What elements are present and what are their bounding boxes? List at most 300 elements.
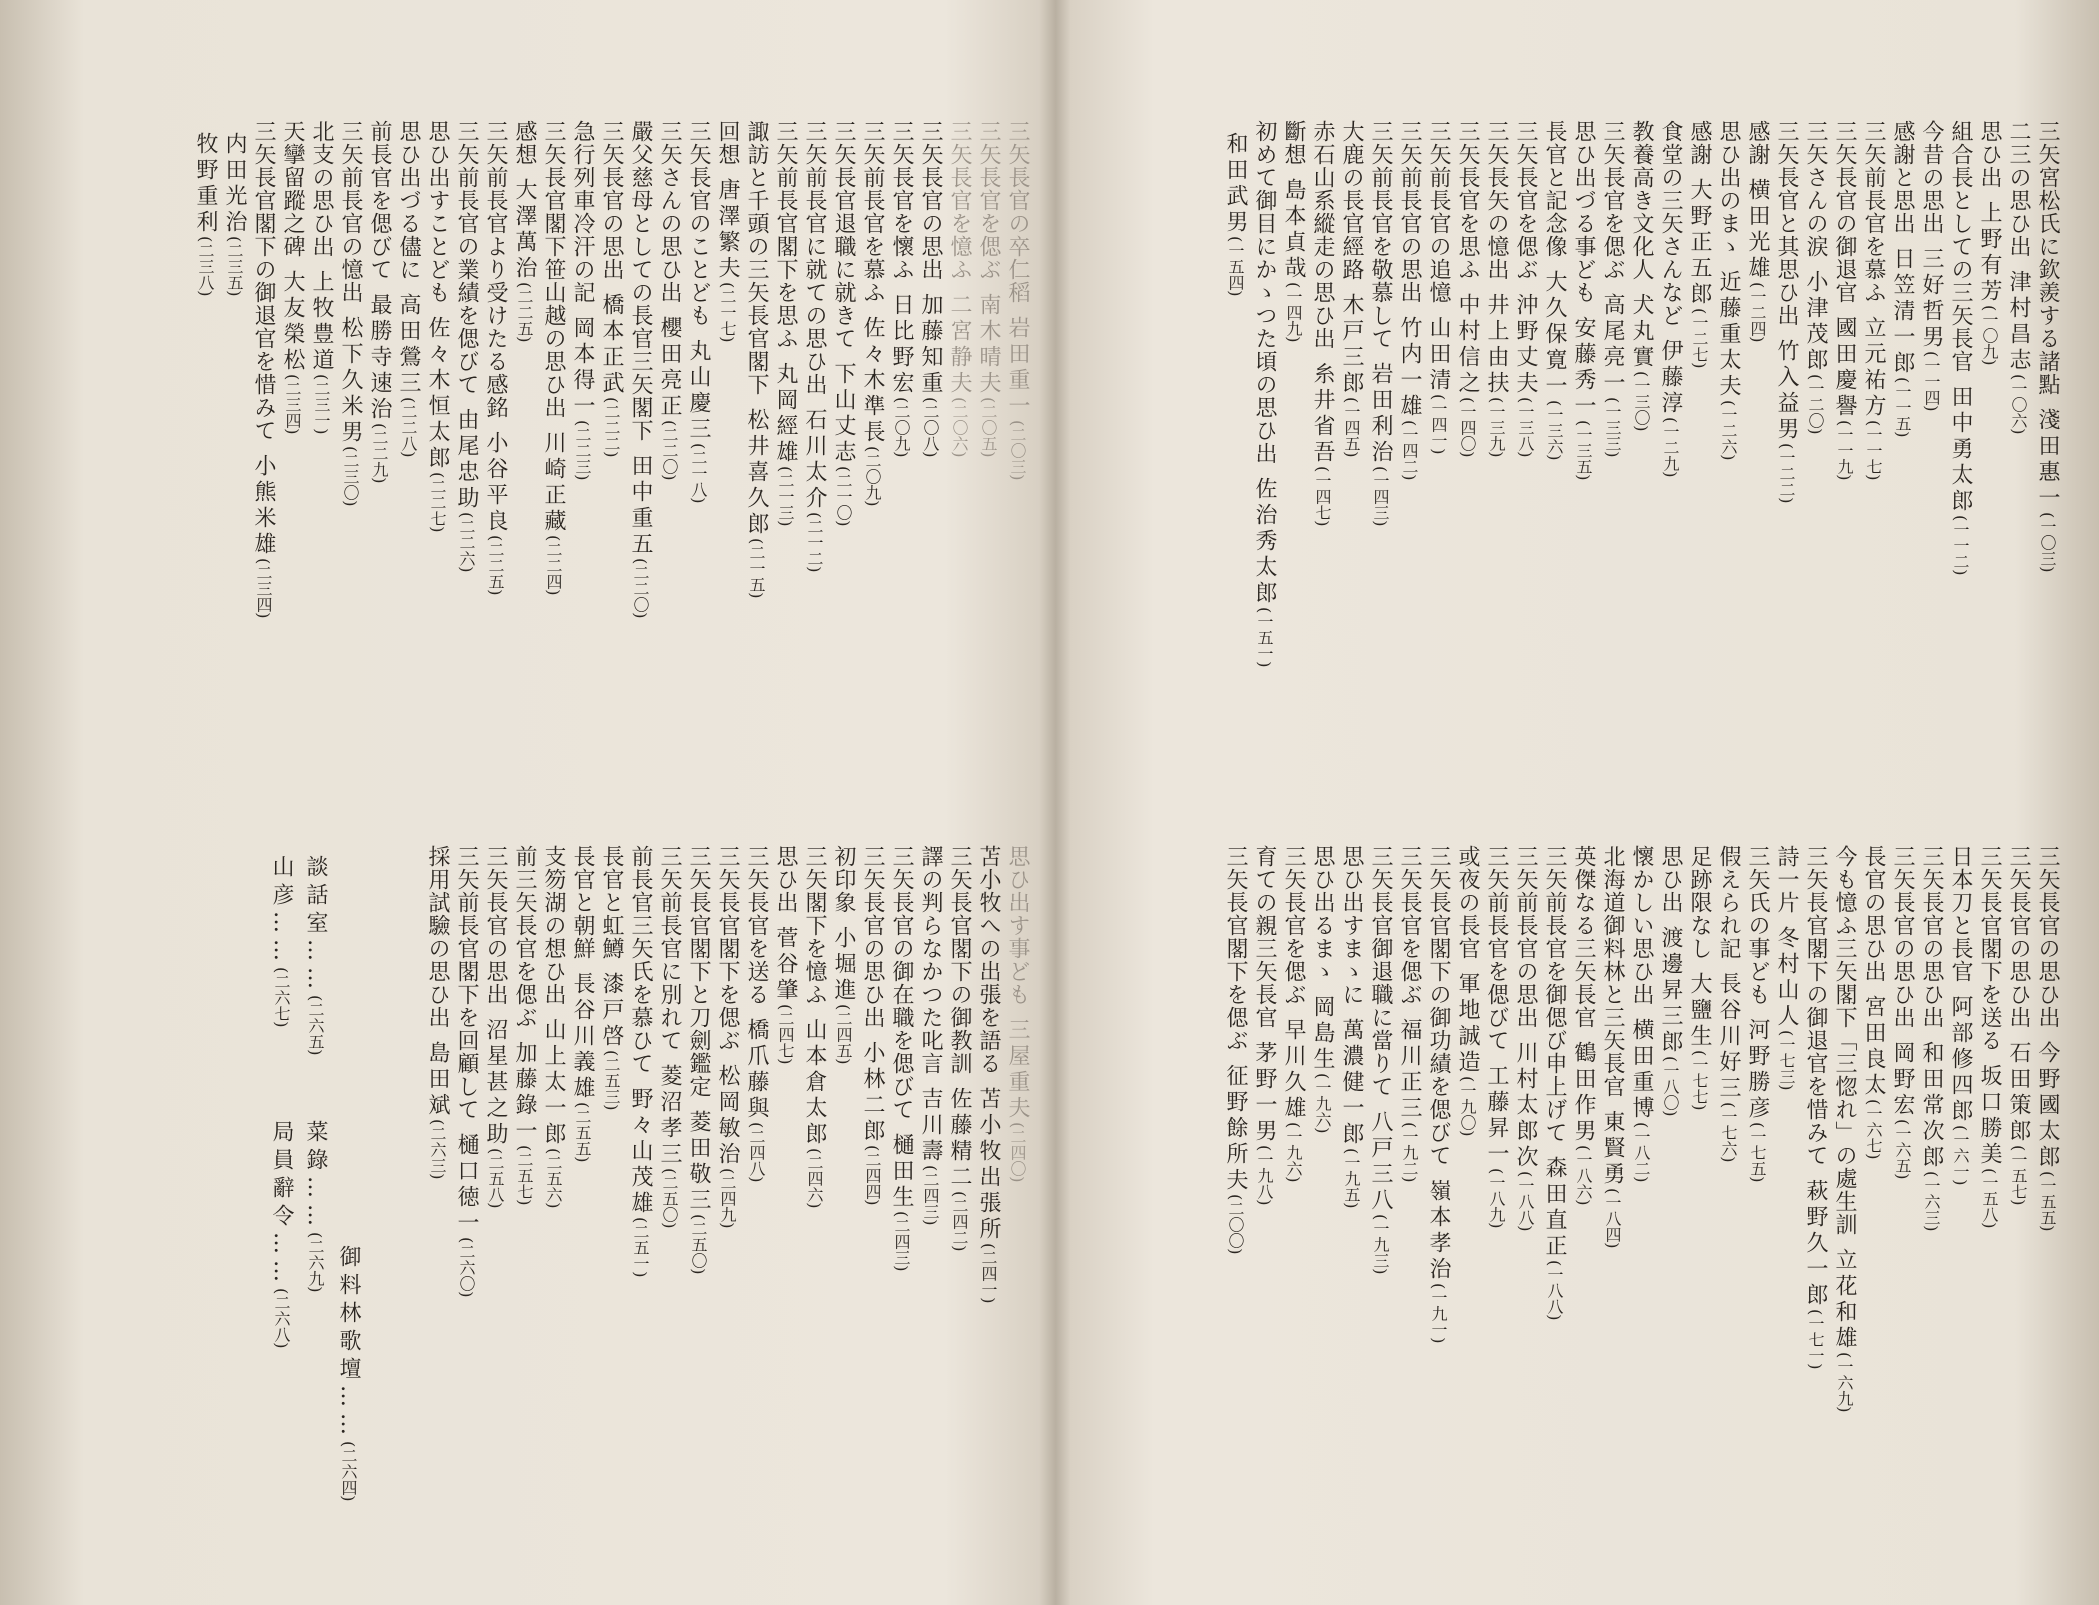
toc-entry-page: (一一七): [1864, 420, 1883, 481]
toc-entry-page: (一三九): [1487, 397, 1506, 458]
toc-entry-page: (一三〇): [1632, 371, 1651, 432]
toc-entry-page: (一六一): [1951, 1125, 1970, 1186]
toc-entry-title: 三矢閣下を憶ふ: [802, 845, 827, 1006]
toc-entry-page: (一八八): [1516, 1171, 1535, 1232]
toc-entry-author: 長谷川好三: [1716, 972, 1741, 1102]
toc-entry: [1599, 845, 1625, 1248]
toc-entry-page: (一二九): [1661, 417, 1680, 478]
toc-entry-author: 沖野丈夫: [1513, 293, 1538, 397]
toc-entry: [1222, 120, 1248, 296]
toc-entry-title: 前三矢長官を偲ぶ: [512, 845, 537, 1029]
misc-label: 菜錄: [303, 1120, 328, 1176]
toc-entry-title: 教養高き文化人: [1629, 120, 1654, 281]
toc-entry-author: 木戸三郎: [1339, 293, 1364, 397]
toc-entry-author: 伊藤淳: [1658, 339, 1683, 417]
toc-entry: [1541, 845, 1567, 1320]
toc-entry: [482, 845, 508, 1208]
toc-entry-author: 田中勇太郎: [1948, 385, 1973, 515]
toc-entry-author: 最勝寺速治: [367, 293, 392, 423]
toc-entry: [453, 120, 479, 572]
toc-entry-title: 三矢長官を偲ぶ: [1600, 120, 1625, 281]
left-page-bottom-toc: [370, 845, 1030, 1535]
toc-entry-author: 石田策郎: [2006, 1041, 2031, 1145]
toc-entry-author: 早川久雄: [1281, 1018, 1306, 1122]
toc-entry-author: 苫小牧出張所: [976, 1087, 1001, 1243]
toc-entry-title: 譯の判らなかつた叱言: [918, 845, 943, 1075]
toc-entry-page: (一七七): [1690, 1050, 1709, 1111]
toc-entry: [1628, 120, 1654, 431]
toc-entry-page: (二〇五): [979, 397, 998, 458]
toc-entry-page: (二五七): [515, 1145, 534, 1206]
toc-entry: [1744, 120, 1770, 342]
toc-entry: [1222, 845, 1248, 1254]
toc-entry-page: (一九六): [1284, 1122, 1303, 1183]
toc-entry: [1744, 845, 1770, 1182]
right-page: [1070, 0, 2099, 1605]
toc-entry-author: 加藤知重: [918, 293, 943, 397]
toc-entry-title: 三矢宮松氏に欽羨する諸點: [2035, 120, 2060, 396]
misc-page: (二六九): [306, 1232, 325, 1293]
toc-entry-title: 感謝と思出: [1890, 120, 1915, 235]
toc-entry-title: 今も憶ふ三矢閣下「三惚れ」の處生訓: [1832, 845, 1857, 1236]
toc-entry-page: (一四五): [1342, 397, 1361, 458]
toc-entry-title: 長官の思ひ出: [1861, 845, 1886, 983]
toc-entry-page: (二四七): [776, 1004, 795, 1065]
toc-entry-page: (二六〇): [457, 1237, 476, 1298]
toc-entry-page: (二四六): [805, 1148, 824, 1209]
toc-entry-author: 横田光雄: [1745, 178, 1770, 282]
toc-entry-title: 三矢前長官を慕ふ: [1861, 120, 1886, 304]
toc-entry-page: (二五五): [573, 1102, 592, 1163]
toc-entry-author: 唐澤繁夫: [715, 178, 740, 282]
toc-entry-author: 茅野一男: [1252, 1041, 1277, 1145]
toc-entry-title: 嚴父慈母としての長官三矢閣下: [628, 120, 653, 442]
toc-entry: [1686, 845, 1712, 1110]
toc-entry-title: 思ひ出: [1977, 120, 2002, 189]
toc-entry: [2034, 120, 2060, 572]
toc-entry-page: (一九二): [1400, 1122, 1419, 1183]
toc-entry-page: (一五七): [2009, 1145, 2028, 1206]
toc-entry-page: (一八八): [1545, 1260, 1564, 1321]
toc-entry-title: 或夜の長官: [1455, 845, 1480, 960]
toc-entry-page: (一三八): [1516, 397, 1535, 458]
toc-entry-page: (二五〇): [660, 1168, 679, 1229]
toc-entry-author: 小谷平良: [483, 431, 508, 535]
toc-entry-author: 軍地誠造: [1455, 972, 1480, 1076]
toc-entry-page: (二一五): [747, 538, 766, 599]
toc-entry-author: 佐治秀太郎: [1252, 477, 1277, 607]
toc-entry: [482, 120, 508, 595]
toc-entry-page: (二〇八): [921, 397, 940, 458]
toc-entry-author: 和田常次郎: [1919, 1041, 1944, 1171]
toc-entry: [656, 845, 682, 1228]
toc-entry: [1918, 845, 1944, 1231]
toc-entry-title: 斷想: [1281, 120, 1306, 166]
toc-entry-title: 三矢前長官を慕ふ: [860, 120, 885, 304]
toc-entry-page: (一四七): [1313, 466, 1332, 527]
toc-entry-page: (一九〇): [1458, 1076, 1477, 1137]
toc-entry-page: (一九五): [1342, 1148, 1361, 1209]
toc-entry: [685, 845, 711, 1274]
toc-entry: [714, 120, 740, 342]
toc-entry-title: 天攣留蹤之碑: [280, 120, 305, 258]
toc-entry-page: (一五四): [1226, 236, 1245, 297]
toc-entry-title: 詩一片: [1774, 845, 1799, 914]
toc-entry-title: 三矢長官を送る: [744, 845, 769, 1006]
toc-entry-title: 三矢長官の思出: [483, 845, 508, 1006]
toc-entry-page: (一二四): [1748, 282, 1767, 343]
toc-entry-author: 菱田敬三: [686, 1110, 711, 1214]
toc-entry-author: 高尾亮一: [1600, 293, 1625, 397]
toc-entry-author: 河野勝彦: [1745, 1018, 1770, 1122]
toc-entry: [540, 845, 566, 1208]
toc-entry-page: (一九六): [1313, 1073, 1332, 1134]
toc-entry-title: 諏訪と千頭の三矢長官閣下: [744, 120, 769, 396]
toc-entry: [424, 120, 450, 532]
toc-entry-page: (一一五): [1893, 377, 1912, 438]
toc-entry-page: (二二三): [573, 420, 592, 481]
toc-entry: [395, 120, 421, 457]
toc-entry-title: 三矢前長官に別れて: [657, 845, 682, 1052]
toc-entry-page: (二二五): [515, 282, 534, 343]
toc-entry-author: 山田清: [1426, 316, 1451, 394]
toc-entry-page: (二一三): [776, 466, 795, 527]
toc-entry-author: 漆戸啓: [599, 972, 624, 1050]
toc-entry-page: (二二五): [486, 535, 505, 596]
toc-entry-page: (二〇九): [863, 446, 882, 507]
toc-entry-page: (二六三): [428, 1119, 447, 1180]
toc-entry-author: 松井喜久郎: [744, 408, 769, 538]
toc-entry-page: (一七三): [1777, 1030, 1796, 1091]
toc-entry-title: 足跡限なし: [1687, 845, 1712, 960]
toc-entry: [511, 120, 537, 342]
toc-entry: [627, 845, 653, 1277]
toc-entry-author: 福川正三: [1397, 1018, 1422, 1122]
toc-entry-title: 三矢前長官を敬慕して: [1368, 120, 1393, 350]
toc-entry-page: (一五一): [1255, 607, 1274, 668]
toc-entry-title: 赤石山系縱走の思ひ出: [1310, 120, 1335, 350]
toc-entry-title: 三矢前長官閣下を回顧して: [454, 845, 479, 1121]
toc-entry-page: (一四〇): [1458, 397, 1477, 458]
toc-entry-title: 採用試驗の思ひ出: [425, 845, 450, 1029]
toc-entry: [1831, 845, 1857, 1412]
toc-entry-author: 小津茂郎: [1803, 270, 1828, 374]
toc-entry-title: 感謝: [1745, 120, 1770, 166]
toc-entry-author: 小熊米雄: [251, 454, 276, 558]
toc-entry-title: 三矢前長官より受けたる感銘: [483, 120, 508, 419]
toc-entry-page: (一八四): [1603, 1188, 1622, 1249]
toc-entry-title: 三矢前長官の業績を偲びて: [454, 120, 479, 396]
toc-entry-author: 横田重博: [1629, 1018, 1654, 1122]
toc-entry-page: (一四三): [1371, 466, 1390, 527]
toc-entry-title: 三矢前長官閣下を思ふ: [773, 120, 798, 350]
toc-entry: [1773, 120, 1799, 503]
misc-entry-kadan: 御料林歌壇……(二六四): [336, 1245, 361, 1502]
toc-entry-author: 丸山慶三: [686, 339, 711, 443]
toc-entry-page: (一四一): [1429, 394, 1448, 455]
toc-entry-page: (二〇九): [892, 397, 911, 458]
toc-entry: [598, 845, 624, 1110]
toc-entry-title: 前長官三矢氏を慕ひて: [628, 845, 653, 1075]
toc-entry-page: (二一七): [718, 282, 737, 343]
toc-entry-page: (一〇九): [1980, 305, 1999, 366]
toc-entry-title: 三矢長官閣下笹山越の思ひ出: [541, 120, 566, 419]
toc-entry-title: 三矢長官の思ひ出: [860, 845, 885, 1029]
toc-entry-title: 北支の思ひ出: [309, 120, 334, 258]
toc-entry: [772, 845, 798, 1064]
toc-entry-page: (二四五): [834, 1004, 853, 1065]
toc-entry-title: 三矢長官の思ひ出: [1890, 845, 1915, 1029]
toc-entry-page: (一七六): [1719, 1102, 1738, 1163]
misc-label: 局員辭令: [269, 1120, 294, 1232]
toc-entry: [1570, 120, 1596, 480]
toc-entry: [2005, 845, 2031, 1205]
toc-entry-author: 立花和雄: [1832, 1248, 1857, 1352]
toc-entry: [1425, 120, 1451, 454]
toc-entry: [1004, 120, 1030, 480]
toc-entry-author: 野々山茂雄: [628, 1087, 653, 1217]
toc-entry-page: (一八九): [1487, 1168, 1506, 1229]
toc-entry-title: 三矢長官を偲ぶ: [976, 120, 1001, 281]
toc-entry: [1918, 120, 1944, 411]
toc-entry-author: 岡本得一: [570, 316, 595, 420]
toc-entry-page: (二五三): [602, 1050, 621, 1111]
toc-entry-page: (一七一): [1806, 1309, 1825, 1370]
toc-entry: [1889, 120, 1915, 437]
toc-entry-author: 橋爪藤與: [744, 1018, 769, 1122]
toc-entry-page: (二四一): [979, 1243, 998, 1304]
toc-entry-author: 三好哲男: [1919, 247, 1944, 351]
misc-page: (二六八): [272, 1288, 291, 1349]
toc-entry-author: 竹内一雄: [1397, 316, 1422, 420]
toc-entry: [714, 845, 740, 1228]
toc-entry-page: (一二〇): [1806, 374, 1825, 435]
misc-entry-danwa: 談話室……(二六五): [303, 855, 328, 1056]
toc-entry-title: 三矢前長官に就ての思ひ出: [802, 120, 827, 396]
toc-entry-author: 牧野重利: [193, 132, 218, 236]
toc-entry: [1976, 120, 2002, 365]
toc-entry-author: 松下久米男: [338, 316, 363, 446]
toc-entry-author: 大友榮松: [280, 270, 305, 374]
toc-entry-author: 上牧豊道: [309, 270, 334, 374]
toc-entry-page: (一一四): [1922, 351, 1941, 412]
toc-entry-title: 前長官を偲びて: [367, 120, 392, 281]
toc-entry-title: 三矢長官を偲ぶ: [1397, 845, 1422, 1006]
toc-entry-author: 津村昌志: [2006, 270, 2031, 374]
toc-entry-page: (一二二): [1777, 443, 1796, 504]
misc-label: 山彦: [269, 855, 294, 911]
toc-entry-page: (二〇三): [1008, 420, 1027, 481]
toc-entry-page: (二四〇): [1008, 1122, 1027, 1183]
toc-entry-title: 三矢長官閣下の御教訓: [947, 845, 972, 1075]
misc-label: 御料林歌壇: [336, 1245, 361, 1385]
toc-entry-title: 組合長としての三矢長官: [1948, 120, 1973, 373]
toc-entry-title: 二三の思ひ出: [2006, 120, 2031, 258]
toc-entry: [569, 845, 595, 1162]
toc-entry: [1599, 120, 1625, 457]
toc-entry-author: 大久保寛一: [1542, 270, 1567, 400]
toc-entry-author: 田中重五: [628, 454, 653, 558]
toc-entry-author: 萬濃健一郎: [1339, 1018, 1364, 1148]
toc-entry: [1512, 120, 1538, 457]
toc-entry-page: (二四四): [863, 1145, 882, 1206]
toc-entry-page: (二一二): [805, 512, 824, 573]
toc-entry-page: (二五六): [544, 1148, 563, 1209]
toc-entry-title: 假えられ記: [1716, 845, 1741, 960]
toc-entry-author: 佐藤精二: [947, 1087, 972, 1191]
toc-entry-page: (一九一): [1429, 1283, 1448, 1344]
toc-entry-page: (二〇〇): [1226, 1194, 1245, 1255]
toc-entry-title: 回想: [715, 120, 740, 166]
toc-entry-title: 日本刀と長官: [1948, 845, 1973, 983]
toc-entry-title: 三矢前長官の憶出: [338, 120, 363, 304]
toc-entry-title: 三矢長官閣下の御功績を偲びて: [1426, 845, 1451, 1167]
toc-entry: [830, 845, 856, 1064]
toc-entry-title: 育ての親三矢長官: [1252, 845, 1277, 1029]
toc-entry-page: (二五八): [486, 1148, 505, 1209]
toc-entry: [1309, 845, 1335, 1133]
toc-entry-title: 三矢さんの思ひ出: [657, 120, 682, 304]
toc-entry-author: 上野有芳: [1977, 201, 2002, 305]
toc-entry: [888, 120, 914, 457]
toc-entry: [1947, 120, 1973, 575]
toc-entry-page: (二三一): [312, 374, 331, 435]
toc-entry: [946, 845, 972, 1251]
toc-entry-author: 征野餘所夫: [1223, 1064, 1248, 1194]
toc-entry: [1454, 120, 1480, 457]
toc-entry-page: (二四二): [950, 1191, 969, 1252]
toc-entry: [1483, 845, 1509, 1228]
toc-entry-page: (二五〇): [689, 1214, 708, 1275]
toc-entry: [221, 120, 247, 296]
toc-entry-page: (一九八): [1255, 1145, 1274, 1206]
toc-entry: [308, 120, 334, 434]
toc-entry: [598, 120, 624, 457]
toc-entry-page: (二二六): [457, 512, 476, 573]
toc-entry: [859, 120, 885, 506]
toc-entry-title: 思ひ出のまゝ: [1716, 120, 1741, 258]
toc-entry: [1280, 120, 1306, 342]
toc-entry: [1367, 845, 1393, 1274]
toc-entry: [569, 120, 595, 480]
toc-entry-author: 丸岡經雄: [773, 362, 798, 466]
toc-entry: [888, 845, 914, 1271]
toc-entry-title: 三矢前長官を偲びて: [1484, 845, 1509, 1052]
toc-entry-page: (一四九): [1284, 282, 1303, 343]
toc-entry: [917, 120, 943, 457]
toc-entry-page: (二四九): [718, 1168, 737, 1229]
toc-entry-page: (一三五): [1574, 420, 1593, 481]
toc-entry-author: 菅谷肇: [773, 926, 798, 1004]
toc-entry-title: 三矢長官閣下の御退官を惜みて: [1803, 845, 1828, 1167]
toc-entry: [801, 120, 827, 572]
toc-entry-title: 三矢前長官の追憶: [1426, 120, 1451, 304]
toc-entry-author: 大澤萬治: [512, 178, 537, 282]
toc-entry-page: (二四八): [747, 1122, 766, 1183]
toc-entry: [975, 120, 1001, 457]
toc-entry-author: 小堀進: [831, 926, 856, 1004]
toc-entry-title: 三矢長官の卒仁稻: [1005, 120, 1030, 304]
toc-entry-page: (一〇三): [2038, 512, 2057, 573]
toc-entry-author: 渡邊昇三郎: [1658, 926, 1683, 1056]
toc-entry-title: 苫小牧への出張を語る: [976, 845, 1001, 1075]
toc-entry: [1367, 120, 1393, 526]
toc-entry-title: 思ひ出すまゝに: [1339, 845, 1364, 1006]
toc-entry-page: (二四三): [921, 1165, 940, 1226]
toc-entry: [366, 120, 392, 483]
toc-entry-title: 思ひ出す事ども: [1005, 845, 1030, 1006]
toc-entry-author: 山上太一郎: [541, 1018, 566, 1148]
toc-entry-author: 佐々木恒太郎: [425, 316, 450, 472]
toc-entry: [656, 120, 682, 480]
toc-entry-title: 三矢氏の事ども: [1745, 845, 1770, 1006]
toc-entry-page: (二二〇): [631, 558, 650, 619]
misc-label: 談話室: [303, 855, 328, 939]
toc-entry: [1004, 845, 1030, 1182]
toc-entry-title: 三矢長官の思出: [918, 120, 943, 281]
toc-entry: [917, 845, 943, 1225]
toc-entry-title: 英傑なる三矢長官: [1571, 845, 1596, 1029]
toc-entry-author: 島田斌: [425, 1041, 450, 1119]
toc-entry-author: 和田武男: [1223, 132, 1248, 236]
misc-page: (二六四): [339, 1441, 358, 1502]
toc-entry: [2005, 120, 2031, 434]
toc-entry-author: 犬丸實: [1629, 293, 1654, 371]
toc-entry-title: 大鹿の長官經路: [1339, 120, 1364, 281]
toc-entry-title: 三矢長官を思ふ: [1455, 120, 1480, 281]
toc-entry-title: 三矢長官と其思ひ出: [1774, 120, 1799, 327]
toc-entry: [1976, 845, 2002, 1228]
toc-entry-title: 初印象: [831, 845, 856, 914]
toc-entry-page: (二四三): [892, 1211, 911, 1272]
toc-entry: [1483, 120, 1509, 457]
toc-entry-title: 三矢長官閣下の御退官を惜みて: [251, 120, 276, 442]
toc-entry-page: (一六五): [1893, 1119, 1912, 1180]
toc-entry: [1686, 120, 1712, 368]
toc-entry-title: 長官と虹鱒: [599, 845, 624, 960]
toc-entry-title: 思ひ出づる儘に: [396, 120, 421, 281]
toc-entry-title: 感謝: [1687, 120, 1712, 166]
toc-entry-page: (二二七): [428, 472, 447, 533]
toc-entry-title: 三矢長官を憶ふ: [947, 120, 972, 281]
toc-entry-author: 菱沼孝三: [657, 1064, 682, 1168]
toc-entry: [192, 120, 218, 296]
toc-entry: [1860, 845, 1886, 1159]
toc-entry-author: 立元祐方: [1861, 316, 1886, 420]
toc-entry-title: 感想: [512, 120, 537, 166]
toc-entry-title: 三矢長官閣下を偲ぶ: [715, 845, 740, 1052]
toc-entry: [1773, 845, 1799, 1090]
toc-entry: [801, 845, 827, 1208]
misc-entry-yamabiko: 山彦……(二六七): [269, 855, 294, 1028]
toc-entry: [1396, 120, 1422, 480]
toc-entry-page: (二一八): [689, 443, 708, 504]
toc-entry-author: 佐々木準長: [860, 316, 885, 446]
toc-entry-title: 思ひ出すことども: [425, 120, 450, 304]
right-page-bottom-toc: [1120, 845, 2060, 1535]
toc-entry: [1309, 120, 1335, 526]
toc-entry: [1454, 845, 1480, 1136]
toc-entry-author: 井上由扶: [1484, 293, 1509, 397]
toc-entry: [1280, 845, 1306, 1182]
toc-entry-title: 三矢長官閣下を偲ぶ: [1223, 845, 1248, 1052]
toc-entry-page: (一九三): [1371, 1214, 1390, 1275]
toc-entry-author: 石川太介: [802, 408, 827, 512]
toc-entry-author: 竹入益男: [1774, 339, 1799, 443]
toc-entry-author: 國田慶譽: [1832, 316, 1857, 420]
toc-entry-title: 初めて御目にかゝつた頃の思ひ出: [1252, 120, 1277, 465]
toc-entry: [772, 120, 798, 526]
